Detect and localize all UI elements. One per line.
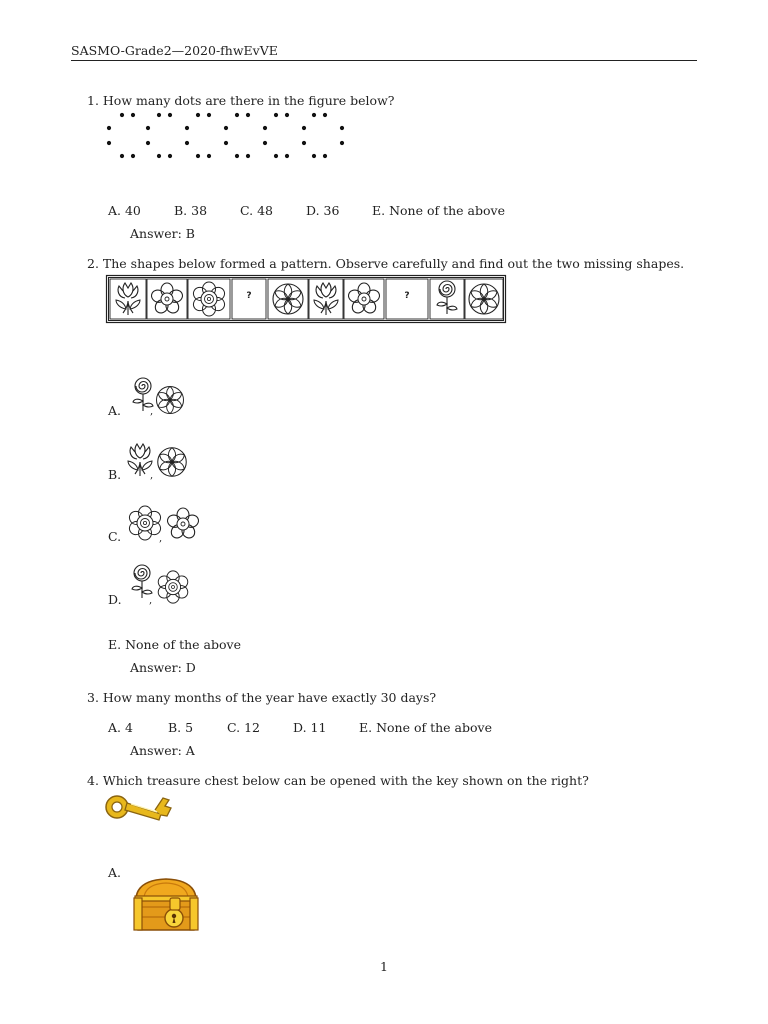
dot [107,141,111,145]
dot [157,154,161,158]
treasure-chest-icon [130,876,202,934]
dot [235,113,239,117]
dot [302,141,306,145]
six-petal-flower-icon [465,279,503,319]
svg-text:,: , [150,470,154,481]
dot [120,113,124,117]
question-4-stem: 4. Which treasure chest below can be opened with the key shown on the right? [87,773,589,788]
dot [285,154,289,158]
q3-option-e[interactable]: E. None of the above [359,720,492,735]
dot [146,141,150,145]
tulip-icon [110,279,146,319]
page-header: SASMO-Grade2—2020-fhwEvVE [71,43,278,58]
q2-option-b[interactable]: B. [108,467,122,482]
page-number: 1 [380,959,388,974]
dot [274,113,278,117]
five-petal-flower-icon [147,279,187,319]
six-petal-flower-icon [157,387,184,414]
dot [168,154,172,158]
q2-option-d[interactable]: D. [108,592,122,607]
q1-answer: Answer: B [130,226,195,241]
five-petal-flower-icon [166,508,200,540]
dot [263,126,267,130]
dot [340,141,344,145]
q3-option-d[interactable]: D. 11 [293,720,327,735]
pattern-strip [106,275,506,323]
q4-option-a[interactable]: A. [108,865,122,880]
dot [312,113,316,117]
q2-option-a[interactable]: A. [108,403,122,418]
dot [185,141,189,145]
svg-text:,: , [149,595,153,606]
rose-icon [430,279,464,319]
missing-mark-2: ? [404,291,410,301]
q3-option-a[interactable]: A. 4 [108,720,133,735]
dot [323,154,327,158]
q2-option-b-shapes [124,440,194,482]
q2-option-c[interactable]: C. [108,529,122,544]
q2-option-e[interactable]: E. None of the above [108,637,241,652]
dot [196,154,200,158]
dot [312,154,316,158]
dot [157,113,161,117]
missing-mark-1: ? [246,291,252,301]
double-flower-icon [156,571,190,603]
double-flower-icon [127,506,163,540]
dot [246,113,250,117]
dot [196,113,200,117]
dot [274,154,278,158]
dots-figure [100,108,360,168]
dot [207,113,211,117]
svg-text:,: , [159,533,163,544]
question-1-stem: 1. How many dots are there in the figure below? [87,93,395,108]
five-petal-flower-icon [344,279,384,319]
tulip-icon [309,279,343,319]
dot [224,126,228,130]
q2-option-a-shapes [130,378,190,418]
dot [207,154,211,158]
q1-option-d[interactable]: D. 36 [306,203,340,218]
q2-option-c-shapes [126,503,206,545]
six-petal-flower-icon [268,279,308,319]
key-icon [103,790,175,826]
dot [185,126,189,130]
svg-text:,: , [150,406,154,417]
tulip-icon [128,444,152,476]
double-flower-icon [188,279,230,319]
dot [263,141,267,145]
q3-option-b[interactable]: B. 5 [168,720,194,735]
dot [131,154,135,158]
q3-option-c[interactable]: C. 12 [227,720,260,735]
dot [107,126,111,130]
dot [131,113,135,117]
dot [246,154,250,158]
question-2-stem: 2. The shapes below formed a pattern. Observe carefully and find out the two missing shapes. [87,256,685,271]
dot [146,126,150,130]
dot [120,154,124,158]
dot [224,141,228,145]
q2-answer: Answer: D [130,660,196,675]
q3-answer: Answer: A [130,743,195,758]
q1-option-b[interactable]: B. 38 [174,203,208,218]
pattern-cells [110,279,503,319]
q1-option-a[interactable]: A. 40 [108,203,141,218]
dot [302,126,306,130]
dot [323,113,327,117]
dot [285,113,289,117]
q2-option-d-shapes [128,565,198,607]
q1-option-e[interactable]: E. None of the above [372,203,505,218]
six-petal-flower-icon [158,448,187,477]
dot [235,154,239,158]
header-rule [71,60,697,61]
question-3-stem: 3. How many months of the year have exactly 30 days? [87,690,437,705]
q1-option-c[interactable]: C. 48 [240,203,273,218]
dot [168,113,172,117]
dot [340,126,344,130]
rose-icon [132,565,152,598]
